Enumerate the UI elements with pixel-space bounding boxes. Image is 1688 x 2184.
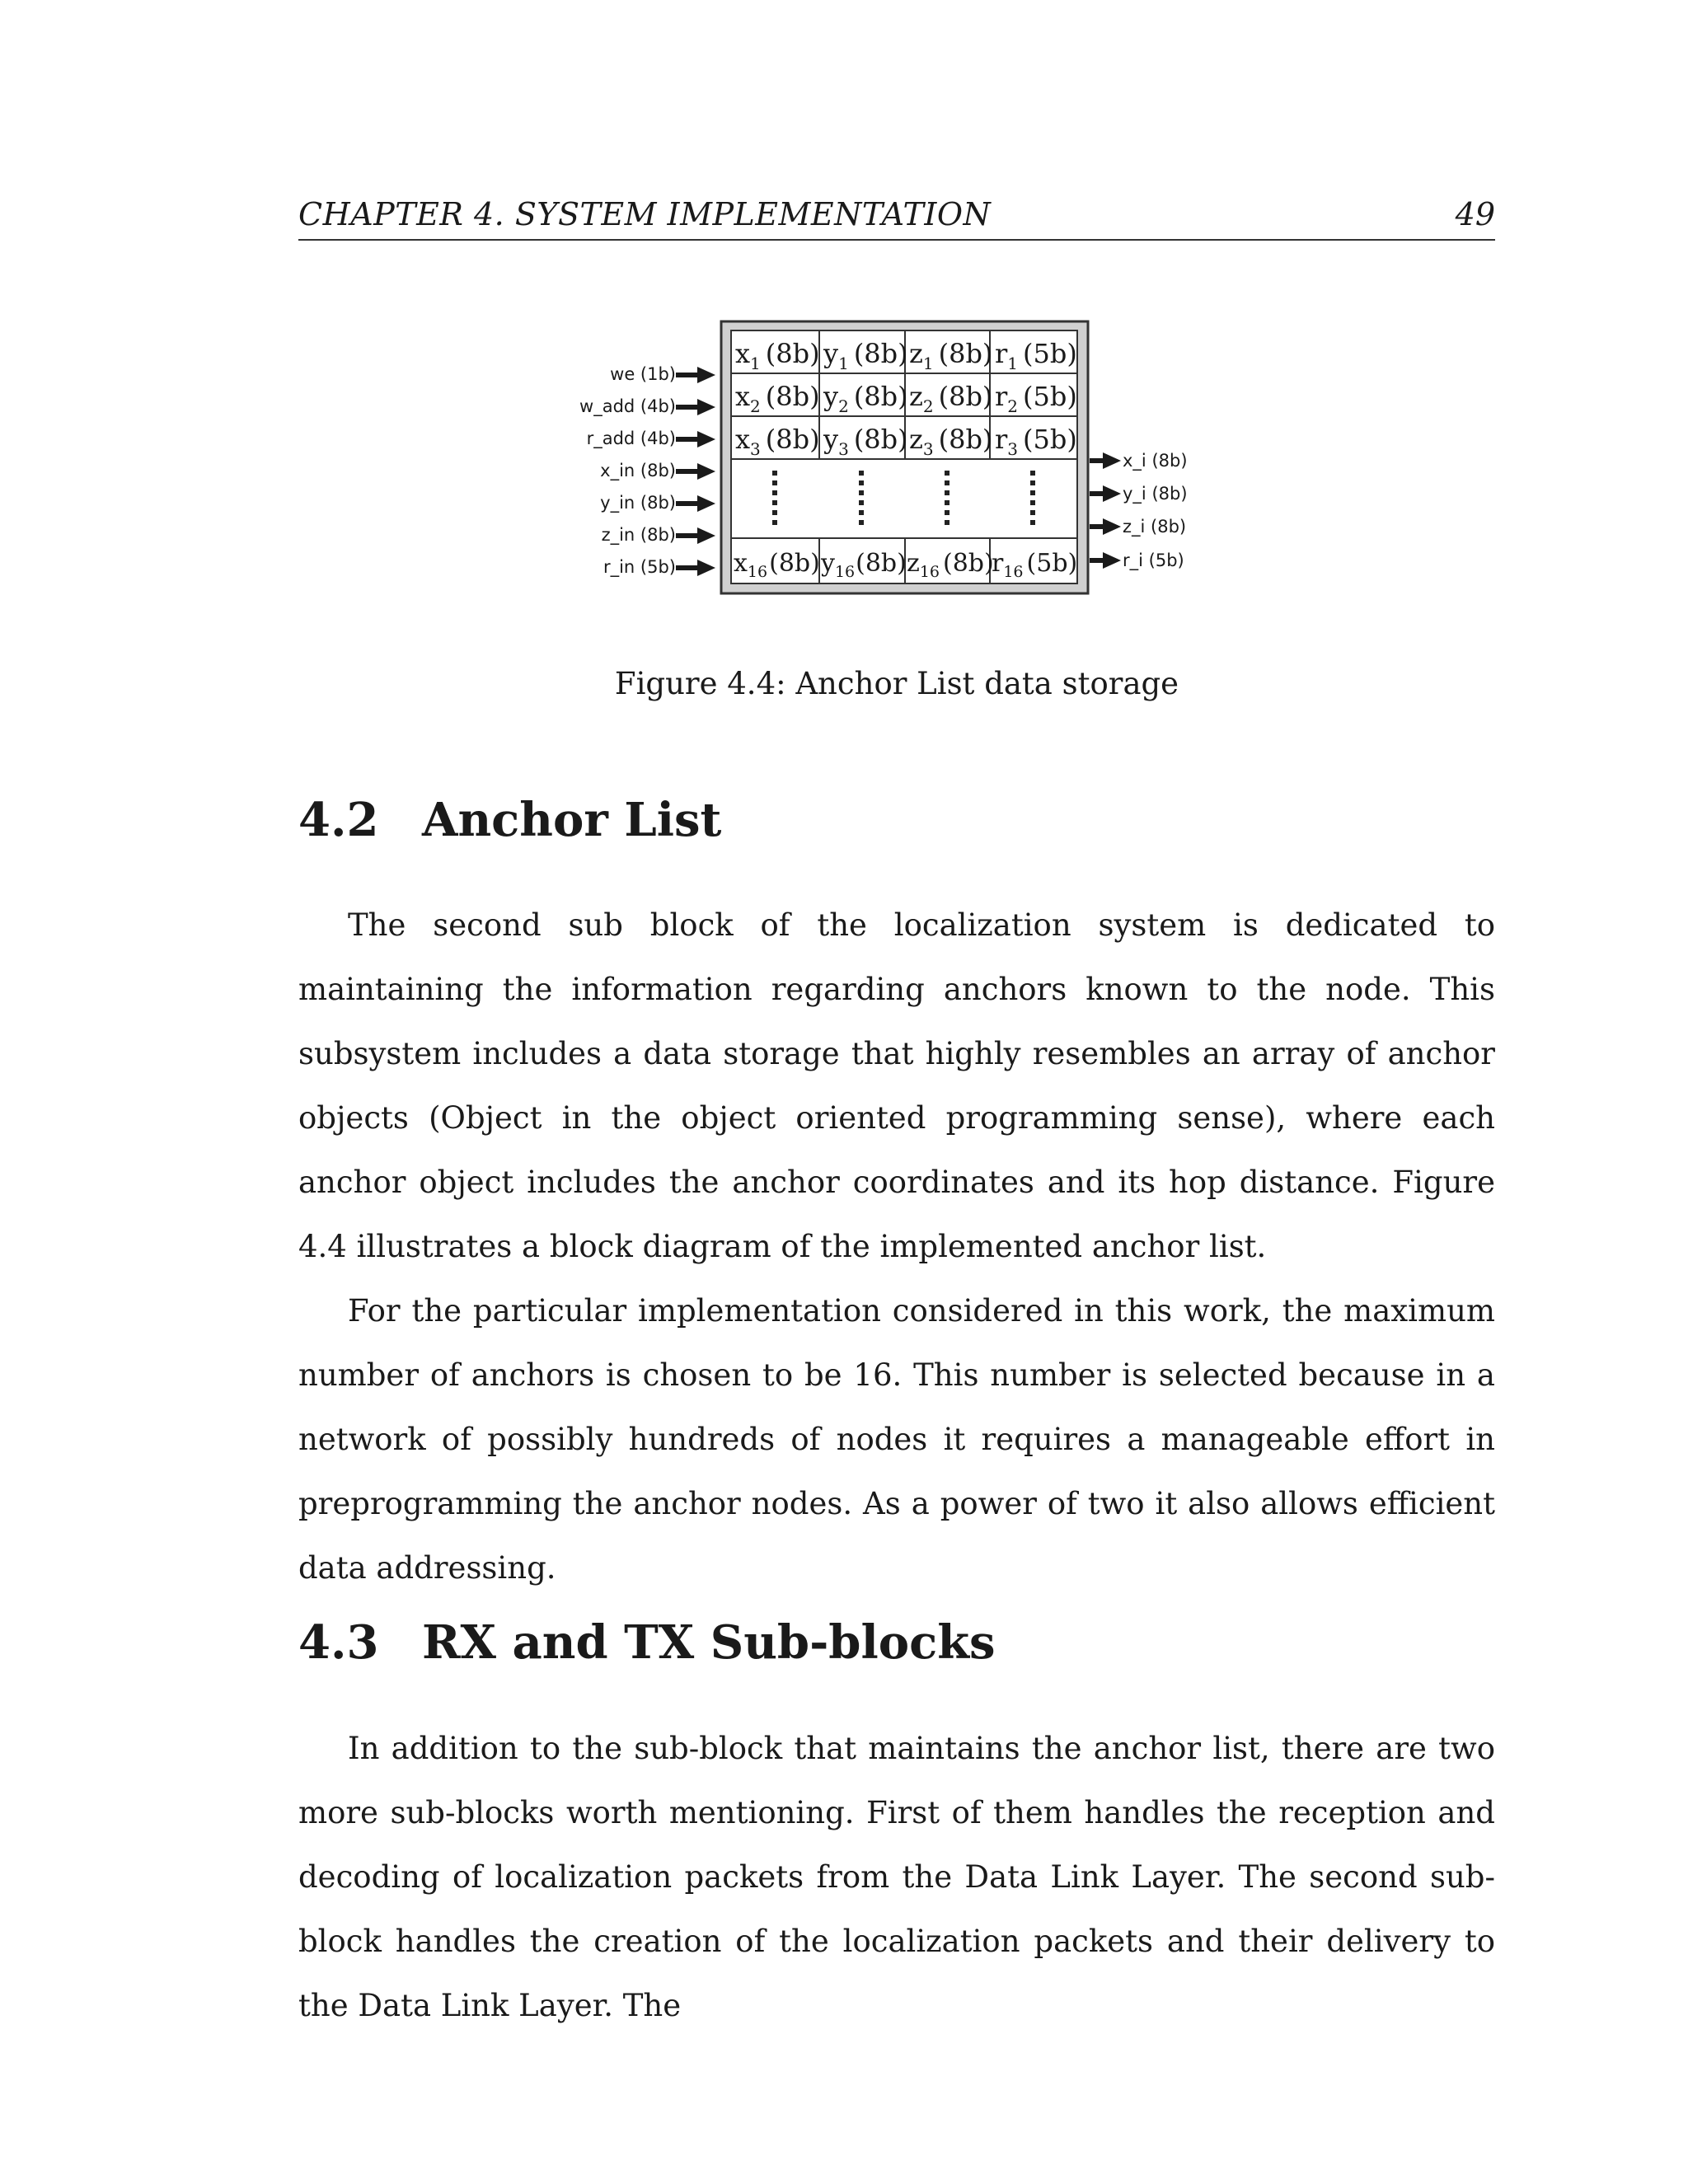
cell-y1: $y_1$ (8b)	[823, 338, 908, 373]
input-label-z-in: z_in (8b)	[601, 525, 676, 545]
cell-r1: $r_1$ (5b)	[995, 338, 1077, 373]
cell-z2: $z_2$ (8b)	[909, 381, 993, 416]
input-arrow-we	[676, 367, 715, 383]
input-label-x-in: x_in (8b)	[600, 461, 676, 480]
cell-z3: $z_3$ (8b)	[909, 424, 993, 459]
input-label-w-add: w_add (4b)	[579, 396, 676, 416]
input-arrow-w-add	[676, 399, 715, 415]
cell-r3: $r_3$ (5b)	[995, 424, 1077, 459]
paragraph: In addition to the sub-block that maintains the anchor list, there are two more sub-blocks worth mentioning. First of them handles the reception and decoding of localization packets from the Data Link Layer. The second sub-block handles the creation of the localization packets and their delivery to the Data Link Layer. The	[298, 1731, 1495, 2023]
figure-caption: Figure 4.4: Anchor List data storage	[614, 666, 1179, 701]
section-heading-anchor-list	[298, 793, 721, 847]
input-label-r-in: r_in (5b)	[603, 557, 676, 577]
cell-x16: $x_{16}(8b)$	[734, 549, 820, 581]
input-arrow-z-in	[676, 527, 715, 544]
cell-z16: $z_{16}$ (8b)	[907, 549, 994, 581]
input-arrow-r-in	[676, 560, 715, 576]
output-arrow-z-i	[1090, 518, 1121, 535]
cell-z1: $z_1$ (8b)	[909, 338, 993, 373]
input-label-y-in: y_in (8b)	[600, 493, 676, 513]
input-label-we: we (1b)	[610, 364, 676, 384]
cell-y2: $y_2$ (8b)	[823, 381, 908, 416]
anchor-list-diagram	[569, 317, 1212, 606]
cell-y3: $y_3$ (8b)	[823, 424, 908, 459]
paragraph: For the particular implementation considered in this work, the maximum number of anchors is chosen to be 16. This number is selected because in a network of possibly hundreds of nodes it requires a manageable effort in preprogramming the anchor nodes. As a power of two it also allows efficient data addressing.	[298, 1293, 1495, 1586]
input-label-r-add: r_add (4b)	[586, 429, 676, 448]
chapter-title: CHAPTER 4. SYSTEM IMPLEMENTATION	[298, 196, 992, 232]
cell-y16: $y_{16}(8b)$	[821, 549, 907, 581]
section-number: 4.3	[298, 1615, 379, 1670]
page-header	[298, 196, 1495, 241]
paragraph: The second sub block of the localization system is dedicated to maintaining the information regarding anchors known to the node. This subsystem includes a data storage that highly resembles an array of anchor objects (Object in the object oriented programming sense), where each anchor object includes the anchor coordinates and its hop distance. Figure 4.4 illustrates a block diagram of the implemented anchor list.	[298, 907, 1495, 1264]
output-label-r-i: r_i (5b)	[1123, 551, 1184, 570]
cell-x1: $x_1$ (8b)	[735, 338, 820, 373]
cell-r2: $r_2$ (5b)	[995, 381, 1077, 416]
output-arrow-y-i	[1090, 485, 1121, 502]
output-label-z-i: z_i (8b)	[1123, 517, 1187, 537]
input-arrow-r-add	[676, 431, 715, 448]
cell-x2: $x_2$ (8b)	[735, 381, 820, 416]
input-arrow-x-in	[676, 463, 715, 480]
input-arrow-y-in	[676, 495, 715, 512]
section-heading-rx-tx	[298, 1615, 996, 1670]
output-label-x-i: x_i (8b)	[1123, 451, 1188, 471]
cell-r16: $r_{16}$ (5b)	[992, 549, 1078, 581]
output-label-y-i: y_i (8b)	[1123, 484, 1188, 504]
section-title-text: RX and TX Sub-blocks	[422, 1615, 996, 1670]
section-title-text: Anchor List	[422, 793, 722, 847]
section-number: 4.2	[298, 793, 379, 847]
page-number: 49	[1455, 196, 1495, 232]
output-arrow-r-i	[1090, 552, 1121, 569]
output-arrow-x-i	[1090, 452, 1121, 469]
cell-x3: $x_3$ (8b)	[735, 424, 820, 459]
